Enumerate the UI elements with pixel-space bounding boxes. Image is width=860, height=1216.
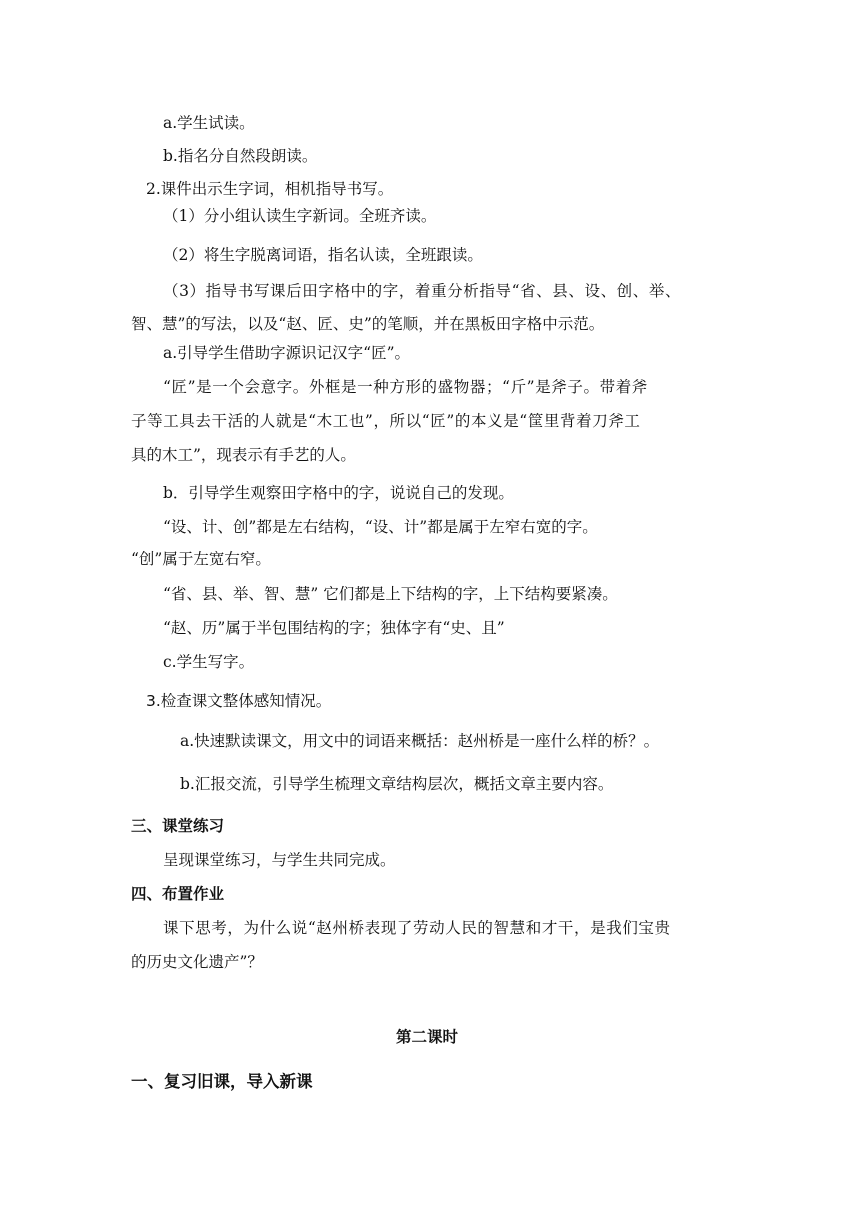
text-line: 3.检查课文整体感知情况。 — [146, 692, 332, 710]
text-line: “赵、历”属于半包围结构的字；独体字有“史、且” — [163, 619, 505, 637]
text-line: c.学生写字。 — [163, 653, 255, 671]
text-line: 的历史文化遗产”？ — [131, 953, 263, 971]
text-line: b．引导学生观察田字格中的字，说说自己的发现。 — [163, 484, 514, 502]
section-heading: 一、复习旧课，导入新课 — [131, 1072, 313, 1091]
text-line: 呈现课堂练习，与学生共同完成。 — [163, 851, 396, 869]
text-line: 智、慧”的写法，以及“赵、匠、史”的笔顺，并在黑板田字格中示范。 — [131, 315, 605, 333]
lesson-title: 第二课时 — [396, 1028, 459, 1046]
text-line: b.指名分自然段朗读。 — [163, 147, 318, 165]
text-line: （2）将生字脱离词语，指名认读，全班跟读。 — [163, 246, 483, 264]
text-line: “创”属于左宽右窄。 — [131, 550, 271, 568]
section-heading: 四、布置作业 — [131, 885, 225, 903]
text-line: a.引导学生借助字源识记汉字“匠”。 — [163, 344, 411, 362]
text-line: a.快速默读课文，用文中的词语来概括：赵州桥是一座什么样的桥？。 — [180, 732, 660, 750]
text-line: 课下思考，为什么说“赵州桥表现了劳动人民的智慧和才干，是我们宝贵 — [163, 919, 671, 937]
text-line: 具的木工”，现表示有手艺的人。 — [131, 446, 356, 464]
text-line: （1）分小组认读生字新词。全班齐读。 — [163, 207, 437, 225]
text-line: 子等工具去干活的人就是“木工也”，所以“匠”的本义是“筐里背着刀斧工 — [131, 412, 641, 430]
text-line: （3）指导书写课后田字格中的字，着重分析指导“省、县、设、创、举、 — [163, 282, 682, 300]
text-line: 2.课件出示生字词，相机指导书写。 — [146, 180, 394, 198]
text-line: “省、县、举、智、慧” 它们都是上下结构的字，上下结构要紧凑。 — [163, 585, 618, 603]
text-line: “设、计、创”都是左右结构，“设、计”都是属于左窄右宽的字。 — [163, 518, 598, 536]
text-line: “匠”是一个会意字。外框是一种方形的盛物器；“斤”是斧子。带着斧 — [163, 378, 648, 396]
section-heading: 三、课堂练习 — [131, 817, 225, 835]
text-line: b.汇报交流，引导学生梳理文章结构层次，概括文章主要内容。 — [180, 775, 614, 793]
text-line: a.学生试读。 — [163, 114, 255, 132]
